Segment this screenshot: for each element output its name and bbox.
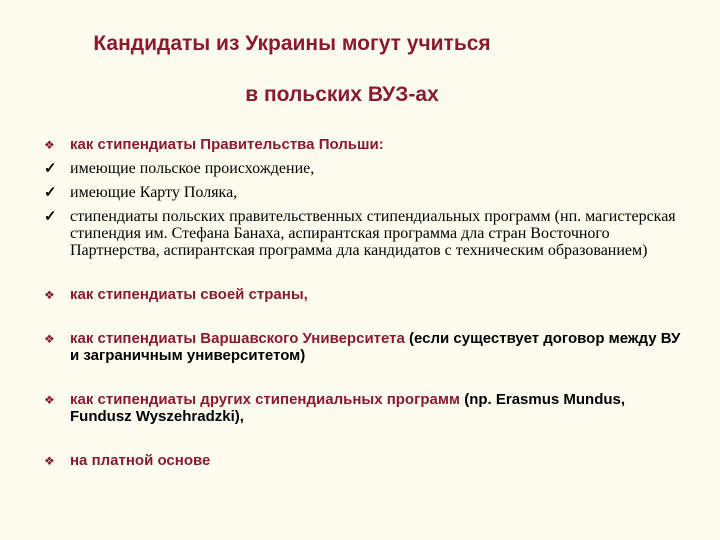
list-item bbox=[44, 452, 684, 469]
diamond-bullet-icon: ❖ bbox=[44, 454, 55, 468]
list-item bbox=[44, 184, 684, 201]
item-text: стипендиаты польских правительственных стипендиальных программ (нп. магистерская стипендия им. Стефана Банаха, аспирантская программа дла стран Восточного Партнерства, аспирантская программа дла кандидатов с техническим образованием) bbox=[70, 208, 676, 259]
item-text: имеющие польское происхождение, bbox=[70, 160, 315, 177]
item-red-text: на платной основе bbox=[70, 452, 211, 469]
check-icon: ✓ bbox=[44, 208, 57, 225]
check-icon: ✓ bbox=[44, 160, 57, 177]
diamond-bullet-icon: ❖ bbox=[44, 393, 55, 407]
item-text: имеющие Карту Поляка, bbox=[70, 184, 238, 201]
diamond-bullet-icon: ❖ bbox=[44, 138, 55, 152]
item-text: (np. Erasmus Mundus, Fundusz Wyszehradzki), bbox=[70, 391, 626, 425]
list-item bbox=[44, 330, 684, 364]
list-item bbox=[44, 160, 684, 177]
title-line-1: Кандидаты из Украины могут учиться bbox=[93, 32, 491, 55]
list-item bbox=[44, 208, 684, 259]
list-item bbox=[44, 136, 684, 153]
list-item bbox=[44, 286, 684, 303]
diamond-bullet-icon: ❖ bbox=[44, 288, 55, 302]
check-icon: ✓ bbox=[44, 184, 57, 201]
bullet-list bbox=[44, 136, 684, 469]
title-line-2: в польских ВУЗ-ах bbox=[245, 83, 439, 106]
item-text: (если существует договор между ВУ и заграничным университетом) bbox=[70, 330, 681, 364]
item-red-text: как стипендиаты своей страны, bbox=[70, 286, 308, 303]
diamond-bullet-icon: ❖ bbox=[44, 332, 55, 346]
item-red-text: как стипендиаты Варшавского Университета bbox=[70, 330, 405, 347]
item-red-text: как стипендиаты Правительства Польши: bbox=[70, 136, 384, 153]
item-red-text: как стипендиаты других стипендиальных программ bbox=[70, 391, 461, 408]
list-item bbox=[44, 391, 684, 425]
